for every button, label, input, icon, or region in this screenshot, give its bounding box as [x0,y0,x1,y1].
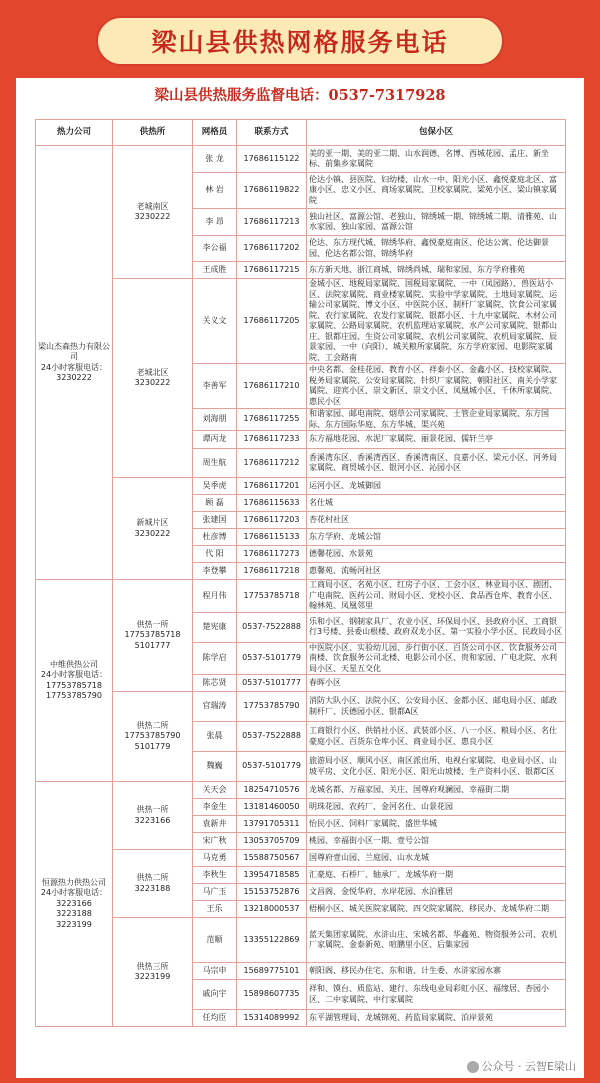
phone-cell: 17686119822 [237,173,307,209]
station-cell: 老城南区 3230222 [113,146,193,279]
areas-cell: 祥和、馍台、质监站、建行、东线电业局彩虹小区、福缘居、杏园小区、二中家属院、中行家属院 [307,980,566,1010]
phone-cell: 17686117212 [237,449,307,478]
phone-cell: 17686117210 [237,364,307,409]
table-row [36,478,566,495]
station-cell: 老城北区 3230222 [113,279,193,478]
station-cell: 供热二所 17753785790 5101779 [113,692,193,782]
staff-cell: 杜彦博 [193,529,237,546]
phone-cell: 17686117215 [237,262,307,279]
station-cell: 供热一所 3223166 [113,782,193,850]
areas-cell: 工商局小区、名苑小区、红房子小区、工会小区、林业局小区、剧团、广电南院、医药公司、财局小区、党校小区、食品西仓库、教育小区、翰林苑、凤凰邻里 [307,580,566,613]
phone-cell: 17686117255 [237,409,307,431]
staff-cell: 王乐 [193,901,237,918]
phone-cell: 17686117213 [237,209,307,236]
staff-cell: 程月伟 [193,580,237,613]
watermark-text: 公众号 · 云智E梁山 [481,1060,576,1073]
phone-cell: 13181460050 [237,799,307,816]
staff-cell: 李善军 [193,364,237,409]
phone-cell: 0537-5101779 [237,642,307,675]
phone-cell: 17686117203 [237,512,307,529]
station-cell: 新城片区 3230222 [113,478,193,580]
areas-cell: 惠馨苑、流畅河社区 [307,563,566,580]
phone-cell: 17686115122 [237,146,307,173]
staff-cell: 马克勇 [193,850,237,867]
table-header-row [36,120,566,146]
areas-cell: 蓝天集团家属院、水浒山庄、宋城名都、华鑫苑、物资服务公司、农机厂家属院、金泰新苑、喧鹏里小区、后集家园 [307,918,566,963]
areas-cell: 名仕城 [307,495,566,512]
phone-cell: 17753785718 [237,580,307,613]
phone-cell: 15314089992 [237,1010,307,1027]
phone-cell: 17686117218 [237,563,307,580]
header-staff: 网格员 [193,120,237,146]
staff-cell: 陈芯贤 [193,675,237,692]
areas-cell: 工商银行小区、供销社小区、武装部小区、八一小区、粮局小区、名仕豪庭小区、百货东仓库小区、商业局小区、惠良小区 [307,722,566,752]
staff-cell: 林 岩 [193,173,237,209]
staff-cell: 代 阳 [193,546,237,563]
phone-cell: 17686117202 [237,236,307,262]
areas-cell: 中医院小区、实验幼儿园、步行街小区、百货公司小区、饮食服务公司南楼、饮食服务公司北楼、电影公司小区、贵和家园、广电北院、水利局小区、天星五交化 [307,642,566,675]
staff-cell: 刘海朋 [193,409,237,431]
areas-cell: 桃园、幸福街小区一期、壹号公馆 [307,833,566,850]
areas-cell: 春晖小区 [307,675,566,692]
company-cell: 恒源热力供热公司 24小时客服电话： 3223166 3223188 3223199 [36,782,113,1027]
areas-cell: 香溪湾东区、香溪湾西区、香溪湾南区、良嘉小区、梁元小区、河务局家属院、商贸城小区、银河小区、沁园小区 [307,449,566,478]
phone-cell: 15153752876 [237,884,307,901]
staff-cell: 戚向宇 [193,980,237,1010]
staff-cell: 张晨 [193,722,237,752]
phone-cell: 0537-7522888 [237,722,307,752]
staff-cell: 周生航 [193,449,237,478]
staff-cell: 李 昂 [193,209,237,236]
phone-cell: 0537-5101777 [237,675,307,692]
areas-cell: 美的亚一期、美的亚二期、山水润德、名博、西城花园、孟庄、新坐标、前集乡家属院 [307,146,566,173]
header-areas: 包保小区 [307,120,566,146]
wechat-icon [467,1061,479,1073]
areas-cell: 伦达、东方现代城、锦绣华府、鑫悦豪庭南区、伦达公寓、伦达御景园、伦达名都公馆、锦绣华府 [307,236,566,262]
table-body [36,146,566,1027]
staff-cell: 官瑞涛 [193,692,237,722]
table-row [36,918,566,963]
service-table [35,119,566,1027]
company-cell: 梁山杰森热力有限公司 24小时客服电话： 3230222 [36,146,113,580]
phone-cell: 15588750567 [237,850,307,867]
phone-cell: 15898607735 [237,980,307,1010]
staff-cell: 王成胜 [193,262,237,279]
phone-cell: 15689775101 [237,963,307,980]
staff-cell: 李金生 [193,799,237,816]
staff-cell: 马宗申 [193,963,237,980]
phone-cell: 17753785790 [237,692,307,722]
staff-cell: 李秋生 [193,867,237,884]
staff-cell: 张建国 [193,512,237,529]
watermark [467,1058,576,1074]
phone-cell: 13355122869 [237,918,307,963]
staff-cell: 李登攀 [193,563,237,580]
phone-cell: 18254710576 [237,782,307,799]
staff-cell: 吴季虎 [193,478,237,495]
content-panel [16,78,584,1078]
phone-cell: 0537-5101779 [237,752,307,782]
staff-cell: 宋广秋 [193,833,237,850]
areas-cell: 文昌阁、金悦华府、水岸花园、水泊雅居 [307,884,566,901]
staff-cell: 顾 磊 [193,495,237,512]
staff-cell: 任均臣 [193,1010,237,1027]
table-row [36,692,566,722]
phone-cell: 17686117233 [237,431,307,449]
areas-cell: 东方学府、龙城公馆 [307,529,566,546]
areas-cell: 德馨花园、水景苑 [307,546,566,563]
table-row [36,279,566,364]
header-station: 供热所 [113,120,193,146]
phone-cell: 17686115133 [237,529,307,546]
staff-cell: 楚宪康 [193,612,237,642]
areas-cell: 乐和小区、钢制家具厂、农业小区、环保局小区、县政府小区、工商银行3号楼、县委山根楼、政府双龙小区、第一实验小学小区、民政局小区 [307,612,566,642]
title-banner [96,16,504,66]
areas-cell: 中央名都、金桂花园、教育小区、祥泰小区、金鑫小区、技校家属院、税务局家属院、公安局家属院、针织厂家属院、朝阳社区、南关小学家属院、迎宾小区、崇文新区、崇文小区、凤凰城小区、千休所家属院、惠民小区 [307,364,566,409]
header-company: 热力公司 [36,120,113,146]
areas-cell: 东平湖管理局、龙城锦苑、药监局家属院、泊岸景苑 [307,1010,566,1027]
areas-cell: 旅游局小区、顺风小区、南区派出所、电视台家属院、电业局小区、山坡平房、文化小区、阳光小区、阳光山坡楼、生产资料小区、银都C区 [307,752,566,782]
header-area [0,0,600,76]
staff-cell: 关天会 [193,782,237,799]
areas-cell: 东方福地花园、水泥厂家属院、丽景花园、儒轩兰亭 [307,431,566,449]
staff-cell: 关义文 [193,279,237,364]
phone-cell: 13218000537 [237,901,307,918]
phone-cell: 13053705709 [237,833,307,850]
company-cell: 中维供热公司 24小时客服电话： 17753785718 17753785790 [36,580,113,782]
areas-cell: 怡民小区、饲料厂家属院、盛世华城 [307,816,566,833]
areas-cell: 伦达小镇、县医院、妇幼楼、山水一中、阳光小区、鑫悦豪庭北区、富康小区、忠义小区、商场家属院、卫校家属院、梁苑小区、梁山镇家属院 [307,173,566,209]
header-phone: 联系方式 [237,120,307,146]
station-cell: 供热二所 3223188 [113,850,193,918]
staff-cell: 张 龙 [193,146,237,173]
areas-cell: 和谐家园、邮电南院、烟草公司家属院、土管企业局家属院、东方国际、东方国际华庭、东方华城、渠兴苑 [307,409,566,431]
areas-cell: 明珠花园、农药厂、金河名仕、山景花园 [307,799,566,816]
areas-cell: 杏花村社区 [307,512,566,529]
phone-cell: 17686117205 [237,279,307,364]
station-cell: 供热三所 3223199 [113,918,193,1027]
areas-cell: 朝阳阁、移民办住宅、东和谐、计生委、水浒家园水寨 [307,963,566,980]
page-title: 梁山县供热网格服务电话 [151,28,449,57]
table-row [36,146,566,173]
areas-cell: 金城小区、地税局家属院、国税局家属院、一中（凤园路）、兽医站小区、法院家属院、商业楼家属院、实验中学家属院、土地局家属院、运输公司家属院、博文小区、中医院小区、制杆厂家属院、饮食公司家属院、农行家属院、农发行家属院、银都小区、十九中家属院、木材公司家属院、公路局家属院、农机监理站家属院、水产公司家属院、银都山庄、银都庄园、生资公司家属院、农机公司家属院、农机局家属院、辰景家园、一中（向阳）、城关粮所家属院、东方学府家园、电影院家属院、工会路南 [307,279,566,364]
staff-cell: 魏巍 [193,752,237,782]
areas-cell: 独山社区、富源公馆、老独山、锦绣城一期、锦绣城二期、清雅苑、山水家园、独山家园、富源公馆 [307,209,566,236]
table-row [36,782,566,799]
areas-cell: 消防大队小区、法院小区、公安局小区、金都小区、邮电局小区、邮政制杆厂、沃德园小区、银都A区 [307,692,566,722]
phone-cell: 17686117201 [237,478,307,495]
table-row [36,850,566,867]
areas-cell: 国尊府壹山园、兰庭园、山水龙城 [307,850,566,867]
staff-cell: 谭丙龙 [193,431,237,449]
areas-cell: 东方新天地、浙江商城、锦绣尚城、瑞和家园、东方学府雅苑 [307,262,566,279]
areas-cell: 龙城名都、万福家园、关庄、国尊府观澜园、幸福街二期 [307,782,566,799]
supervision-hotline: 梁山县供热服务监督电话：0537-7317928 [154,87,446,104]
areas-cell: 运河小区、龙城御园 [307,478,566,495]
station-cell: 供热一所 17753785718 5101777 [113,580,193,692]
areas-cell: 汇豪庭、石桥厂、轴承厂、龙城华府一期 [307,867,566,884]
staff-cell: 袁新井 [193,816,237,833]
phone-cell: 0537-7522888 [237,612,307,642]
phone-cell: 13791705311 [237,816,307,833]
phone-cell: 17686115633 [237,495,307,512]
staff-cell: 李公福 [193,236,237,262]
areas-cell: 梧桐小区、城关医院家属院、四交院家属院、移民办、龙城华府二期 [307,901,566,918]
phone-cell: 17686117273 [237,546,307,563]
phone-cell: 13954718585 [237,867,307,884]
staff-cell: 马广玉 [193,884,237,901]
staff-cell: 范顺 [193,918,237,963]
table-row [36,580,566,613]
staff-cell: 陈学启 [193,642,237,675]
